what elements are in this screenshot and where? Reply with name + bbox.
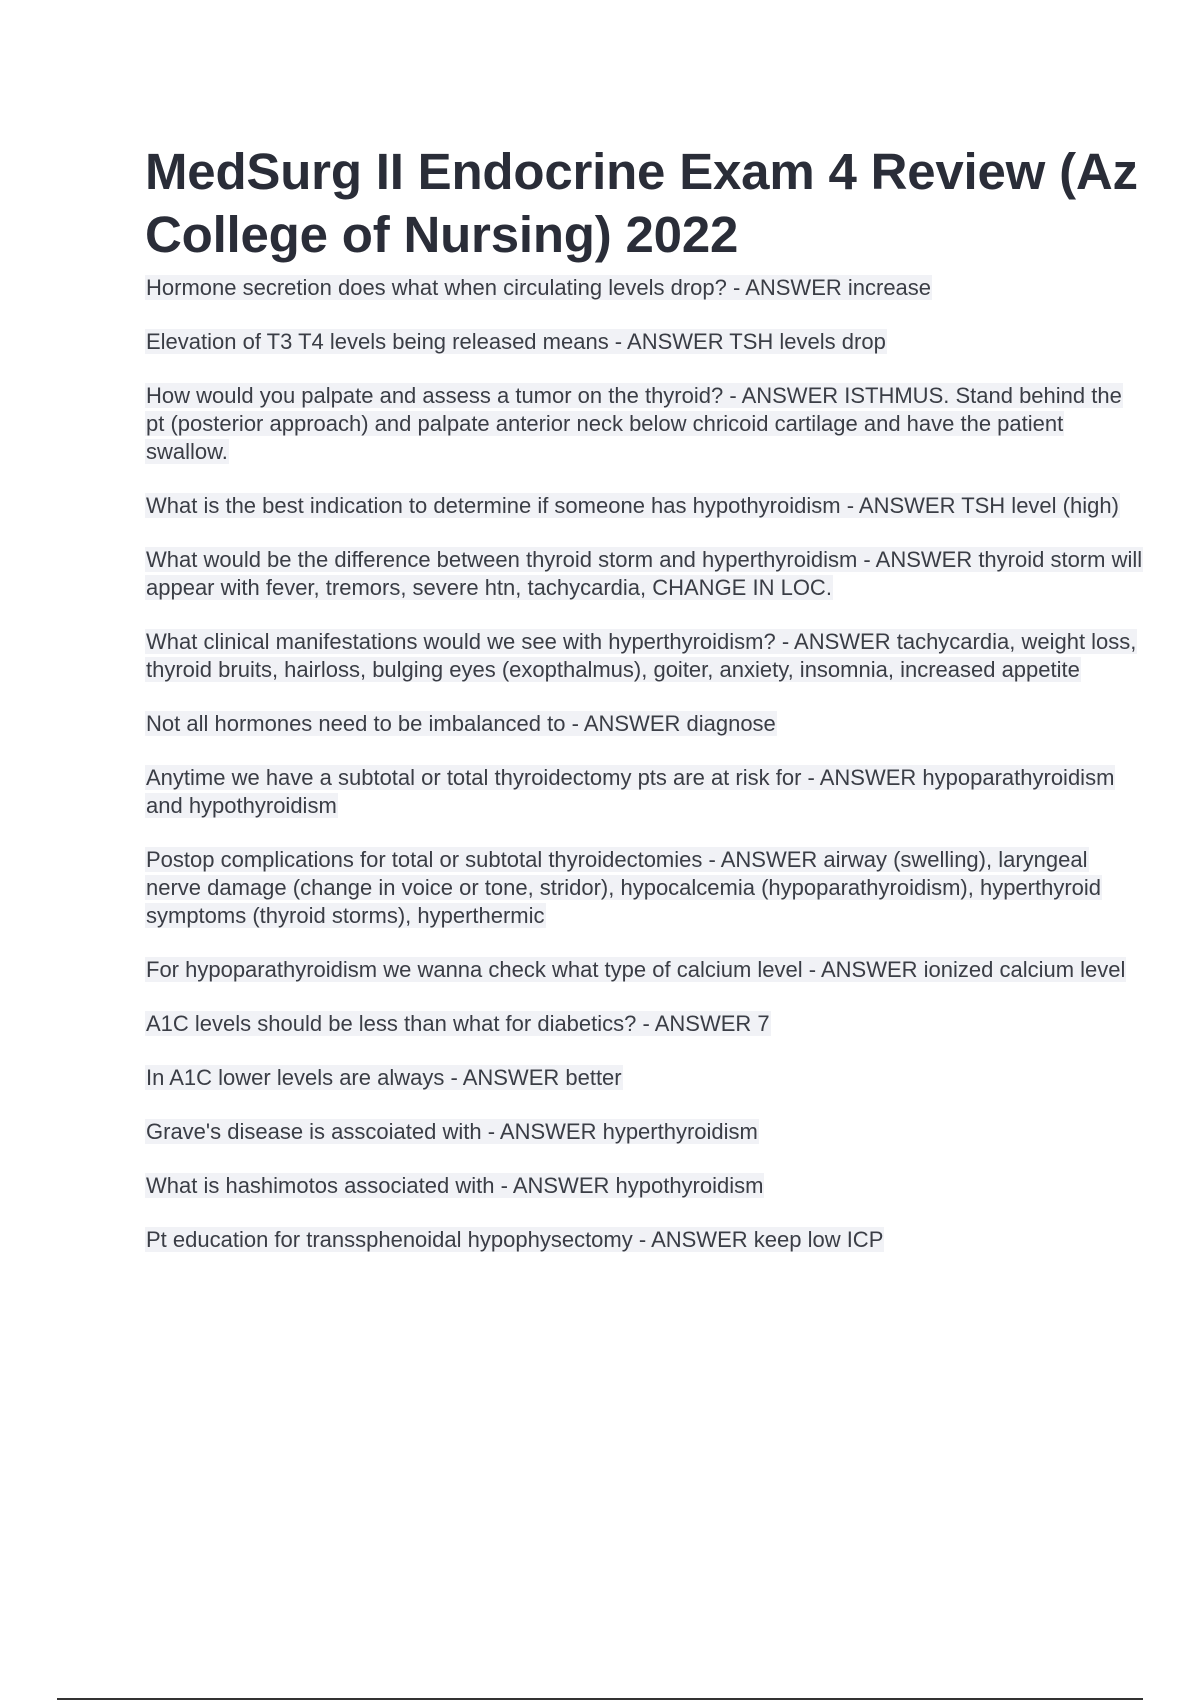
qa-item bbox=[145, 492, 1145, 520]
qa-text: Anytime we have a subtotal or total thyroidectomy pts are at risk for - ANSWER hypoparathyroidism and hypothyroidism bbox=[146, 765, 1115, 818]
qa-item bbox=[145, 274, 1145, 302]
qa-item bbox=[145, 1226, 1145, 1254]
document-title: MedSurg II Endocrine Exam 4 Review (Az College of Nursing) 2022 bbox=[145, 143, 1138, 263]
qa-text: What is hashimotos associated with - ANSWER hypothyroidism bbox=[146, 1173, 764, 1198]
qa-text: Pt education for transsphenoidal hypophysectomy - ANSWER keep low ICP bbox=[146, 1227, 884, 1252]
qa-text: In A1C lower levels are always - ANSWER better bbox=[146, 1065, 622, 1090]
qa-text: Grave's disease is asscoiated with - ANSWER hyperthyroidism bbox=[146, 1119, 758, 1144]
qa-item bbox=[145, 956, 1145, 984]
qa-item bbox=[145, 1010, 1145, 1038]
qa-text: Elevation of T3 T4 levels being released means - ANSWER TSH levels drop bbox=[146, 329, 886, 354]
qa-text: How would you palpate and assess a tumor on the thyroid? - ANSWER ISTHMUS. Stand behind the pt (posterior approach) and palpate anterior neck below chricoid cartilage and have the patient swallow. bbox=[146, 383, 1122, 464]
qa-text: Postop complications for total or subtotal thyroidectomies - ANSWER airway (swelling), laryngeal nerve damage (change in voice or tone, stridor), hypocalcemia (hypoparathyroidism), hyperthyroid symptoms (thyroid storms), hyperthermic bbox=[146, 847, 1102, 928]
qa-item bbox=[145, 1064, 1145, 1092]
qa-item bbox=[145, 1172, 1145, 1200]
qa-text: Hormone secretion does what when circulating levels drop? - ANSWER increase bbox=[146, 275, 932, 300]
qa-item bbox=[145, 710, 1145, 738]
qa-item bbox=[145, 546, 1145, 602]
qa-item bbox=[145, 764, 1145, 820]
qa-text: What would be the difference between thyroid storm and hyperthyroidism - ANSWER thyroid storm will appear with fever, tremors, severe htn, tachycardia, CHANGE IN LOC. bbox=[146, 547, 1143, 600]
qa-list bbox=[145, 274, 1145, 1254]
qa-item bbox=[145, 1118, 1145, 1146]
qa-text: What clinical manifestations would we see with hyperthyroidism? - ANSWER tachycardia, weight loss, thyroid bruits, hairloss, bulging eyes (exopthalmus), goiter, anxiety, insomnia, increased appetite bbox=[146, 629, 1137, 682]
qa-item bbox=[145, 382, 1145, 466]
qa-item bbox=[145, 628, 1145, 684]
qa-text: For hypoparathyroidism we wanna check what type of calcium level - ANSWER ionized calcium level bbox=[146, 957, 1126, 982]
qa-text: What is the best indication to determine if someone has hypothyroidism - ANSWER TSH level (high) bbox=[146, 493, 1119, 518]
qa-item bbox=[145, 846, 1145, 930]
document-page bbox=[145, 140, 1145, 1280]
qa-text: A1C levels should be less than what for diabetics? - ANSWER 7 bbox=[146, 1011, 770, 1036]
qa-item bbox=[145, 328, 1145, 356]
qa-text: Not all hormones need to be imbalanced to - ANSWER diagnose bbox=[146, 711, 776, 736]
